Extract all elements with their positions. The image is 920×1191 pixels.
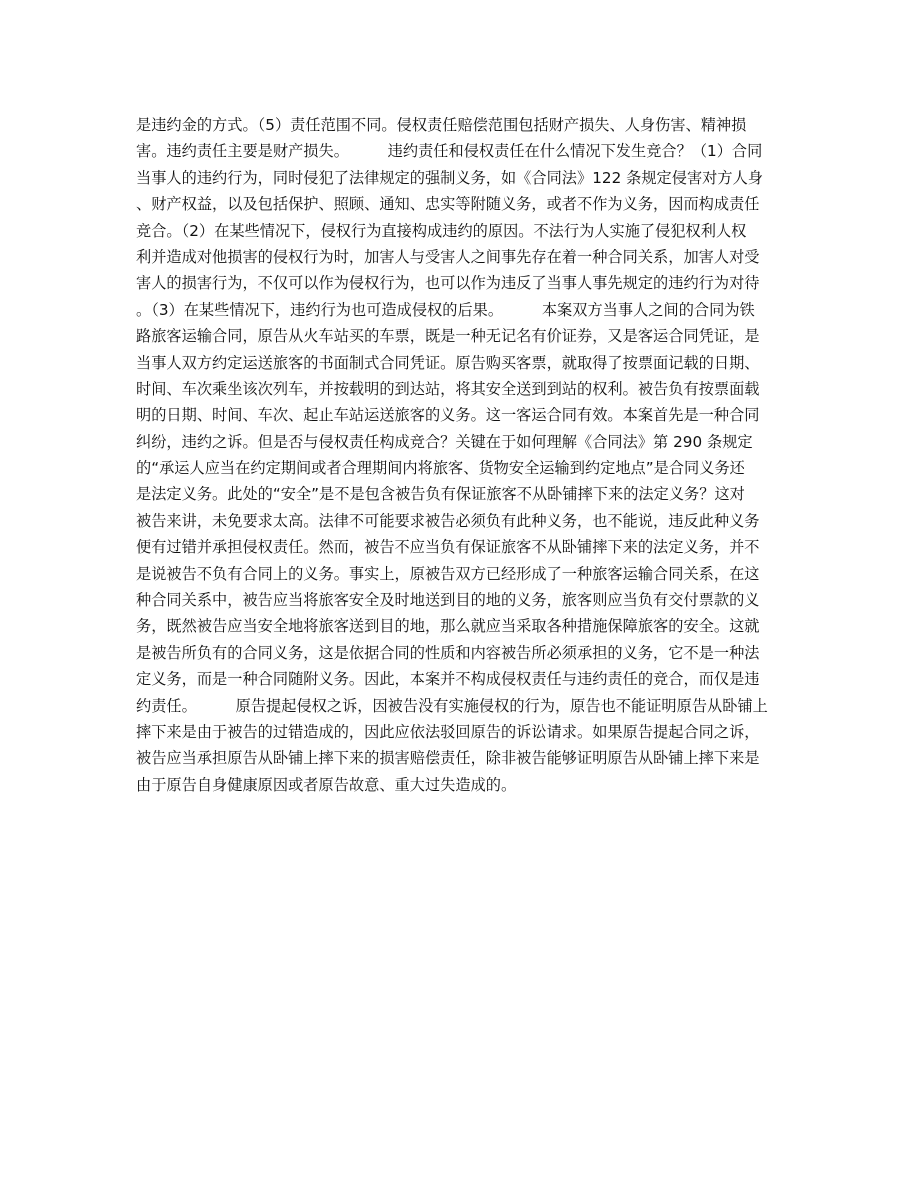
text-line: 是违约金的方式。（5）责任范围不同。侵权责任赔偿范围包括财产损失、人身伤害、精神损 [136,116,747,134]
text-line: 务，既然被告应当安全地将旅客送到目的地，那么就应当采取各种措施保障旅客的安全。这就 [136,617,760,636]
text-line: 定义务，而是一种合同随附义务。因此，本案并不构成侵权责任与违约责任的竞合，而仅是违 [136,670,760,689]
text-line: 约责任。 原告提起侵权之诉，因被告没有实施侵权的行为，原告也不能证明原告从卧铺上 [136,696,768,715]
text-line: 时间、车次乘坐该次列车，并按载明的到达站，将其安全送到到站的权利。被告负有按票面载 [136,379,760,398]
text-line: 害。违约责任主要是财产损失。 违约责任和侵权责任在什么情况下发生竞合？（1）合同 [136,142,763,161]
text-line: 当事人的违约行为，同时侵犯了法律规定的强制义务，如《合同法》122 条规定侵害对方人身 [136,168,763,187]
text-line: 纠纷，违约之诉。但是否与侵权责任构成竞合？关键在于如何理解《合同法》第 290 条规定 [136,432,753,451]
text-line: 是法定义务。此处的“安全”是不是包含被告负有保证旅客不从卧铺摔下来的法定义务？这对 [136,485,745,504]
text-line: 。（3）在某些情况下，违约行为也可造成侵权的后果。 本案双方当事人之间的合同为铁 [136,300,755,319]
text-line: 当事人双方约定运送旅客的书面制式合同凭证。原告购买客票，就取得了按票面记载的日期、 [136,353,760,372]
text-line: 是说被告不负有合同上的义务。事实上，原被告双方已经形成了一种旅客运输合同关系，在这 [136,564,760,583]
text-line: 由于原告自身健康原因或者原告故意、重大过失造成的。 [136,775,517,794]
text-line: 便有过错并承担侵权责任。然而，被告不应当负有保证旅客不从卧铺摔下来的法定义务，并不 [136,538,760,557]
text-line: 是被告所负有的合同义务，这是依据合同的性质和内容被告所必须承担的义务，它不是一种法 [136,643,760,662]
text-line: 害人的损害行为，不仅可以作为侵权行为，也可以作为违反了当事人事先规定的违约行为对待 [136,274,760,293]
text-line: 竞合。（2）在某些情况下，侵权行为直接构成违约的原因。不法行为人实施了侵犯权利人权 [136,221,747,240]
text-line: 利并造成对他损害的侵权行为时，加害人与受害人之间事先存在着一种合同关系，加害人对受 [136,247,760,266]
text-line: 被告应当承担原告从卧铺上摔下来的损害赔偿责任，除非被告能够证明原告从卧铺上摔下来是 [136,749,760,768]
text-line: 的“承运人应当在约定期间或者合理期间内将旅客、货物安全运输到约定地点”是合同义务还 [136,459,745,478]
body-text [136,112,788,798]
text-line: 摔下来是由于被告的过错造成的，因此应依法驳回原告的诉讼请求。如果原告提起合同之诉， [136,722,760,741]
text-line: 路旅客运输合同，原告从火车站买的车票，既是一种无记名有价证券，又是客运合同凭证，是 [136,327,760,346]
text-line: 被告来讲，未免要求太高。法律不可能要求被告必须负有此种义务，也不能说，违反此种义务 [136,511,760,530]
text-line: 、财产权益，以及包括保护、照顾、通知、忠实等附随义务，或者不作为义务，因而构成责任 [136,195,760,214]
text-line: 种合同关系中，被告应当将旅客安全及时地送到目的地的义务，旅客则应当负有交付票款的义 [136,591,760,610]
text-line: 明的日期、时间、车次、起止车站运送旅客的义务。这一客运合同有效。本案首先是一种合同 [136,406,760,425]
